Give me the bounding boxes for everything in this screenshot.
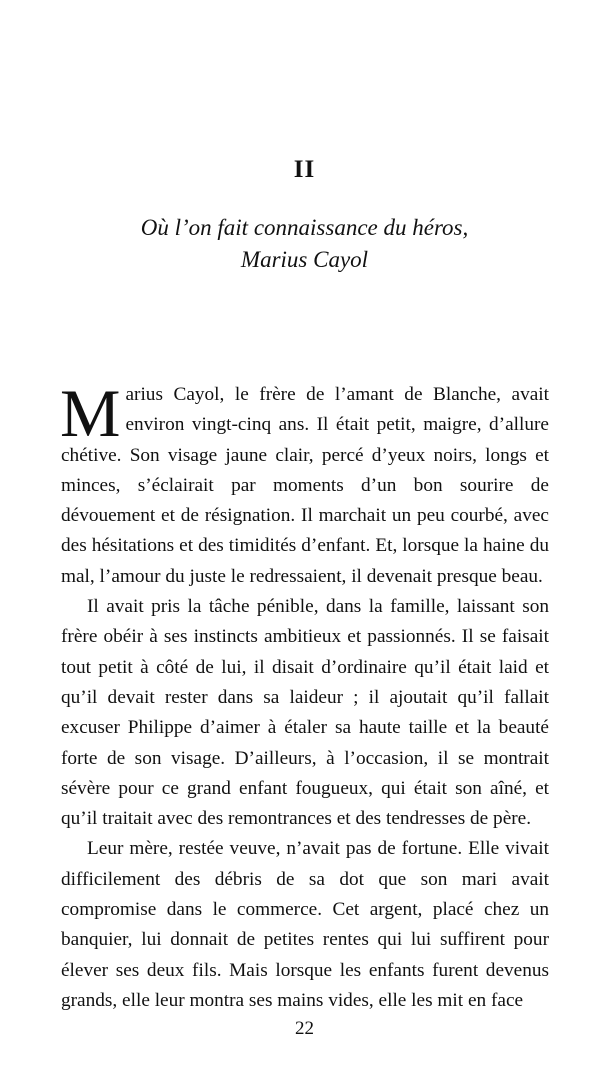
chapter-number: II: [293, 156, 316, 183]
chapter-body: [60, 375, 549, 1016]
paragraph-3: Leur mère, restée veuve, n’avait pas de fortune. Elle vivait difficilement des débris de sa dot que son mari avait compromise dans le commerce. Cet argent, placé chez un banquier, lui donnait de petites rentes qui lui suffirent pour élever ses deux fils. Mais lorsque les enfants furent devenus grands, elle leur montra ses mains vides, elle les mit en face: [61, 838, 549, 1011]
chapter-title-line-2: Marius Cayol: [240, 247, 369, 272]
drop-cap: M: [60, 375, 121, 451]
page-number: 22: [295, 1018, 314, 1039]
chapter-title-line-1: Où l’on fait connaissance du héros,: [140, 215, 469, 240]
paragraph-2: Il avait pris la tâche pénible, dans la famille, laissant son frère obéir à ses instincts ambitieux et passionnés. Il se faisait tout petit à côté de lui, il disait d’ordinaire qu’il était laid et qu’il devait rester dans sa laideur ; il ajoutait qu’il fallait excuser Philippe d’aimer à étaler sa haute taille et la beauté forte de son visage. D’ailleurs, à l’occasion, il se montrait sévère pour ce grand enfant fougueux, qui était son aîné, et qu’il traitait avec des remontrances et des tendresses de père.: [61, 596, 549, 830]
paragraph-1-text: arius Cayol, le frère de l’amant de Blanche, avait environ vingt-cinq ans. Il était petit, maigre, d’allure chétive. Son visage jaune clair, percé d’yeux noirs, longs et minces, s’éclairait par moments d’un bon sourire de dévouement et de résignation. Il marchait un peu courbé, avec des hésitations et des timidités d’enfant. Et, lorsque la haine du mal, l’amour du juste le redressaient, il devenait presque beau.: [61, 384, 549, 587]
paragraph-1: [60, 375, 549, 592]
chapter-title: [0, 212, 609, 276]
